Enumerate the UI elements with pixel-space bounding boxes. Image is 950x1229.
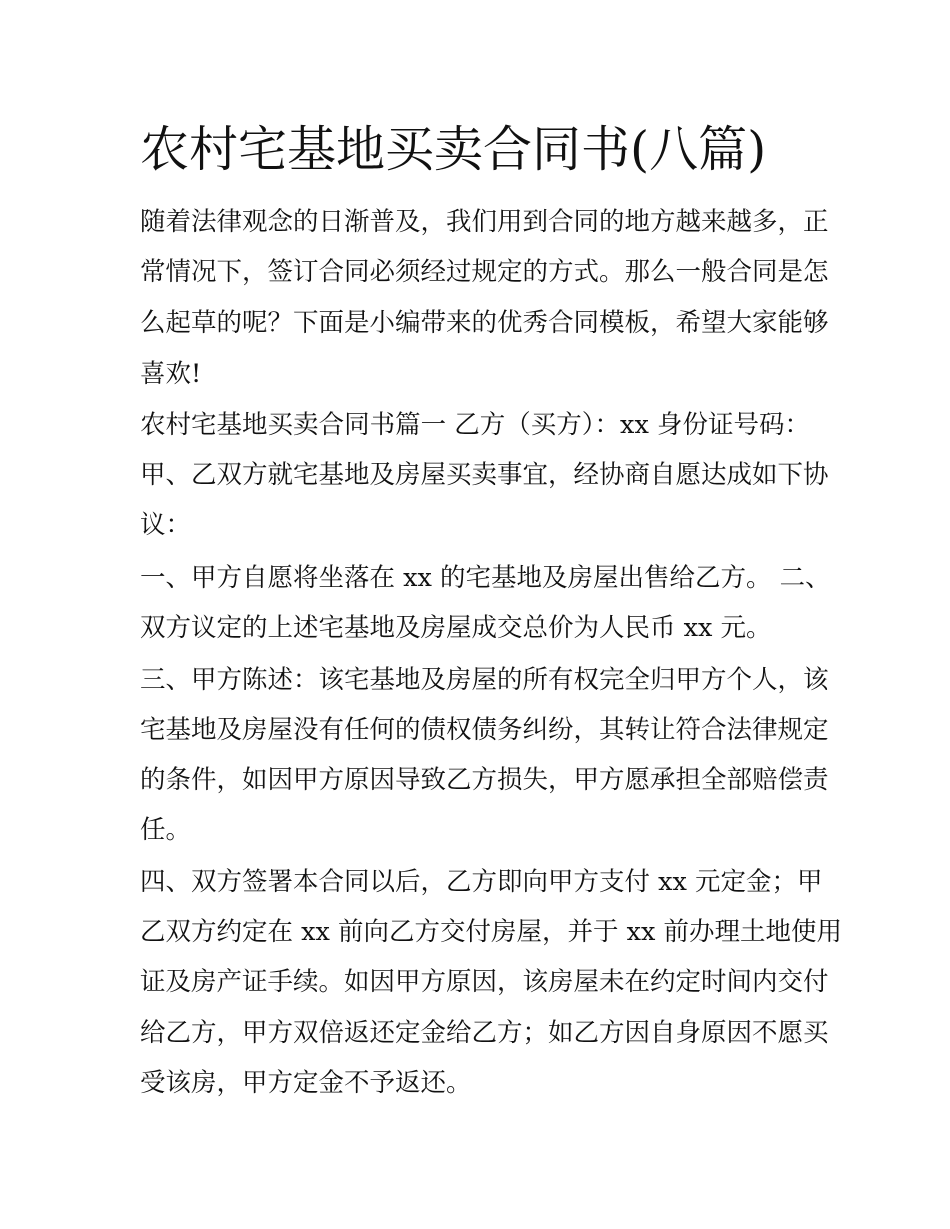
paragraph-line: 喜欢! <box>140 359 202 389</box>
paragraph-line: 农村宅基地买卖合同书篇一 乙方（买方）：xx 身份证号码： <box>140 410 810 440</box>
paragraph-line: 证及房产证手续。如因甲方原因，该房屋未在约定时间内交付 <box>140 967 829 997</box>
paragraph-line: 么起草的呢？下面是小编带来的优秀合同模板，希望大家能够 <box>140 308 829 338</box>
paragraph-line: 甲、乙双方就宅基地及房屋买卖事宜，经协商自愿达成如下协 <box>140 460 829 490</box>
paragraph-line: 给乙方，甲方双倍返还定金给乙方；如乙方因自身原因不愿买 <box>140 1018 829 1048</box>
document-title: 农村宅基地买卖合同书(八篇) <box>140 121 767 178</box>
paragraph-line: 宅基地及房屋没有任何的债权债务纠纷，其转让符合法律规定 <box>140 715 829 745</box>
paragraph-line: 受该房，甲方定金不予返还。 <box>140 1068 472 1098</box>
paragraph-line: 三、甲方陈述：该宅基地及房屋的所有权完全归甲方个人，该 <box>140 665 829 695</box>
paragraph-line: 四、双方签署本合同以后，乙方即向甲方支付 xx 元定金；甲 <box>140 867 823 897</box>
paragraph-line: 随着法律观念的日渐普及，我们用到合同的地方越来越多，正 <box>140 207 829 237</box>
paragraph-line: 常情况下，签订合同必须经过规定的方式。那么一般合同是怎 <box>140 257 829 287</box>
paragraph-line: 任。 <box>140 815 192 845</box>
paragraph-line: 双方议定的上述宅基地及房屋成交总价为人民币 xx 元。 <box>140 613 772 643</box>
paragraph-line: 议： <box>140 510 192 540</box>
paragraph-line: 的条件，如因甲方原因导致乙方损失，甲方愿承担全部赔偿责 <box>140 765 829 795</box>
paragraph-line: 乙双方约定在 xx 前向乙方交付房屋，并于 xx 前办理土地使用 <box>140 917 842 947</box>
paragraph-line: 一、甲方自愿将坐落在 xx 的宅基地及房屋出售给乙方。 二、 <box>140 563 831 593</box>
